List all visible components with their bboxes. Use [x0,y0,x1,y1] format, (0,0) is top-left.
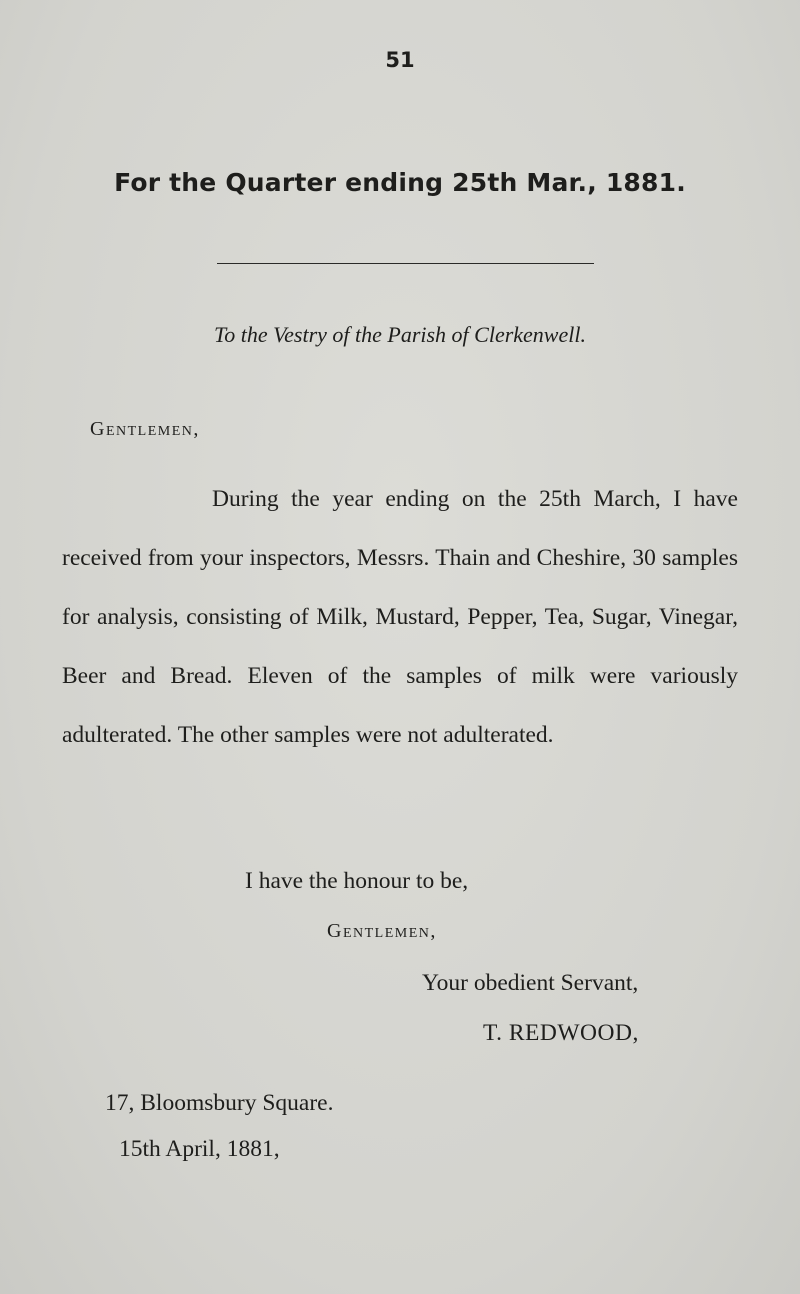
closing-honour-line: I have the honour to be, [245,868,469,894]
salutation: Gentlemen, [90,418,200,440]
signature: T. REDWOOD, [483,1020,639,1046]
heading-divider [217,263,594,264]
sender-address: 17, Bloomsbury Square. [105,1090,334,1116]
closing-gentlemen-line: Gentlemen, [327,920,437,942]
letter-date: 15th April, 1881, [119,1136,280,1162]
page-number: 51 [385,48,415,72]
addressee-line: To the Vestry of the Parish of Clerkenwell. [214,322,586,347]
report-heading: For the Quarter ending 25th Mar., 1881. [114,168,686,197]
closing-servant-line: Your obedient Servant, [422,970,639,996]
letter-body: During the year ending on the 25th March, I have received from your inspectors, Messrs. Thain and Cheshire, 30 samples for analysis, consisting of Milk, Mustard, Pepper, Tea, Sugar, Vinegar, Beer and Bread. Eleven of the samples of milk were variously adulterated. The other samples were not adulterated. [62,486,738,748]
